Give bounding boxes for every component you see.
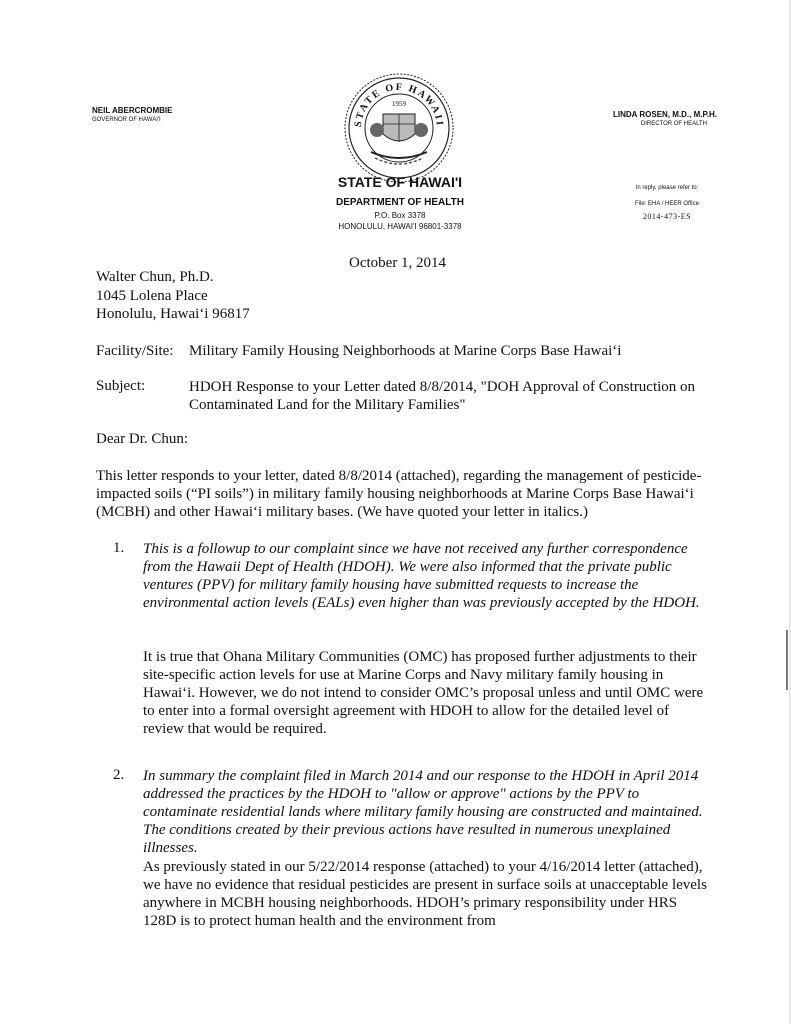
governor-name: NEIL ABERCROMBIE	[92, 106, 173, 115]
recipient-street: 1045 Lolena Place	[96, 288, 208, 304]
facility-label: Facility/Site:	[96, 343, 174, 359]
intro-paragraph: This letter responds to your letter, dated 8/8/2014 (attached), regarding the management of pesticide-impacted soils (“PI soils”) in military family housing neighborhoods at Marine Corps Base Hawai‘i (MCBH) and other Hawai‘i military bases. (We have quoted your letter in italics.)	[96, 468, 702, 520]
item-number: 2.	[113, 767, 125, 783]
state-seal	[343, 72, 456, 185]
seal-year: 1959	[392, 100, 406, 108]
item-response: As previously stated in our 5/22/2014 response (attached) to your 4/16/2014 letter (attached), we have no evidence that residual pesticides are present in surface soils at unacceptable levels anywhere in MCBH housing neighborhoods. HDOH’s primary responsibility under HRS 128D is to protect human health and the environment from	[143, 859, 707, 929]
reply-file: File: EHA / HEER Office	[635, 201, 699, 207]
director-name: LINDA ROSEN, M.D., M.P.H.	[612, 110, 717, 119]
letter-date: October 1, 2014	[349, 255, 447, 271]
subject-value: HDOH Response to your Letter dated 8/8/2014, "DOH Approval of Construction on Contaminated Land for the Military Families"	[189, 379, 696, 413]
department-name: DEPARTMENT OF HEALTH	[336, 197, 464, 208]
scan-margin-mark	[786, 630, 788, 690]
item-response: It is true that Ohana Military Communities (OMC) has proposed further adjustments to their site-specific action levels for use at Marine Corps and Navy military family housing in Hawai‘i. However, we do not intend to consider OMC’s proposal unless and until OMC were to enter into a formal oversight agreement with HDOH to allow for the detailed level of review that would be required.	[143, 649, 704, 737]
state-name: STATE OF HAWAI'I	[337, 174, 463, 190]
reply-number: 2014-473-ES	[642, 212, 692, 221]
state-seal-icon	[343, 72, 456, 185]
governor-title: GOVERNOR OF HAWAI'I	[92, 117, 161, 123]
item-number: 1.	[113, 540, 125, 556]
salutation: Dear Dr. Chun:	[96, 431, 189, 447]
recipient-name: Walter Chun, Ph.D.	[96, 269, 214, 285]
po-box: P.O. Box 3378	[374, 211, 426, 220]
subject-label: Subject:	[96, 378, 146, 394]
seal-ring-text: STATE OF HAWAII	[352, 81, 446, 128]
department-city: HONOLULU, HAWAI'I 96801-3378	[338, 222, 462, 231]
item-quote: This is a followup to our complaint since we have not received any further correspondence from the Hawaii Dept of Health (HDOH). We were also informed that the private public ventures (PPV) for military family housing have submitted requests to increase the environmental action levels (EALs) even higher than was previously accepted by the HDOH.	[143, 541, 700, 611]
reply-reference-label: In reply, please refer to:	[635, 185, 699, 191]
recipient-city: Honolulu, Hawai‘i 96817	[96, 306, 250, 322]
facility-value: Military Family Housing Neighborhoods at Marine Corps Base Hawai‘i	[189, 343, 622, 359]
director-title: DIRECTOR OF HEALTH	[640, 121, 707, 127]
item-quote: In summary the complaint filed in March 2014 and our response to the HDOH in April 2014 addressed the practices by the HDOH to "allow or approve" actions by the PPV to contaminate residential lands where military family housing are constructed and maintained. The conditions created by their previous actions have resulted in numerous unexplained illnesses.	[143, 768, 703, 856]
